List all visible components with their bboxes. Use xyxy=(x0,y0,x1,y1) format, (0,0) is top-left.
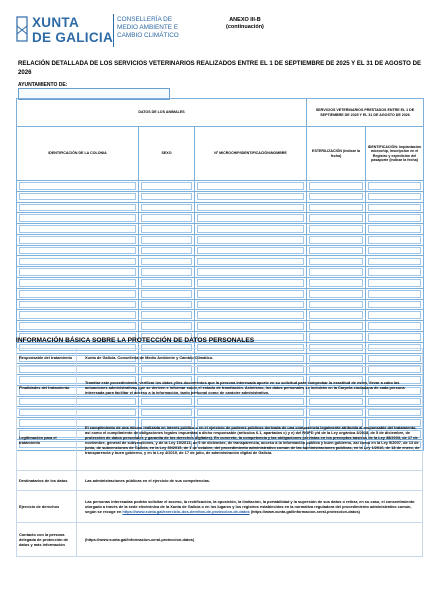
sterilization-date-input[interactable] xyxy=(309,301,363,309)
column-header-sterilization: ESTERILIZACIÓN (indicar la fecha) xyxy=(307,127,366,181)
dp-text: Xunta de Galicia. Consellería de Medio Ambiente y Cambio Climático. xyxy=(77,349,423,367)
table-row xyxy=(17,310,424,321)
table-cell xyxy=(139,191,195,202)
sterilization-date-input[interactable] xyxy=(309,214,363,222)
logo-separator xyxy=(113,14,114,47)
table-cell xyxy=(366,202,424,213)
colony-input[interactable] xyxy=(19,204,136,212)
dp-label: Legitimación para el tratamiento xyxy=(17,409,77,471)
table-cell xyxy=(17,245,139,256)
table-cell xyxy=(366,234,424,245)
sterilization-date-input[interactable] xyxy=(309,225,363,233)
identification-date-input[interactable] xyxy=(368,247,421,255)
logo-line-2: DE GALICIA xyxy=(32,30,114,45)
table-cell xyxy=(139,256,195,267)
table-cell xyxy=(17,256,139,267)
table-row xyxy=(17,321,424,332)
table-row xyxy=(17,299,424,310)
data-protection-title: INFORMACIÓN BÁSICA SOBRE LA PROTECCIÓN DE DATOS PERSONALES xyxy=(16,337,255,344)
dp-label: Contacto con la persona delegada de protección de datos y más información xyxy=(17,523,77,557)
table-row xyxy=(17,288,424,299)
chip-input[interactable] xyxy=(197,322,304,330)
table-cell xyxy=(139,224,195,235)
colony-input[interactable] xyxy=(19,301,136,309)
table-cell xyxy=(139,321,195,332)
table-cell xyxy=(195,202,307,213)
identification-date-input[interactable] xyxy=(368,322,421,330)
table-cell xyxy=(195,234,307,245)
sterilization-date-input[interactable] xyxy=(309,258,363,266)
chip-input[interactable] xyxy=(197,182,304,190)
column-header-colony: IDENTIFICACIÓN DE LA COLONIA xyxy=(17,127,139,181)
ayuntamiento-label: AYUNTAMIENTO DE: xyxy=(18,82,68,88)
sterilization-date-input[interactable] xyxy=(309,279,363,287)
table-row xyxy=(17,181,424,192)
chip-input[interactable] xyxy=(197,279,304,287)
table-cell xyxy=(195,267,307,278)
table-cell xyxy=(366,256,424,267)
identification-date-input[interactable] xyxy=(368,268,421,276)
annex-heading xyxy=(226,17,264,31)
sterilization-date-input[interactable] xyxy=(309,236,363,244)
chip-input[interactable] xyxy=(197,204,304,212)
colony-input[interactable] xyxy=(19,258,136,266)
table-row xyxy=(17,278,424,289)
table-row xyxy=(17,213,424,224)
table-cell xyxy=(195,181,307,192)
form-title: RELACIÓN DETALLADA DE LOS SERVICIOS VETERINARIOS REALIZADOS ENTRE EL 1 DE SEPTIEMBRE DE 2025 Y EL 31 DE AGOSTO DE 2026 xyxy=(18,60,422,76)
table-cell xyxy=(307,299,366,310)
table-cell xyxy=(139,234,195,245)
table-cell xyxy=(307,224,366,235)
dp-row xyxy=(17,471,423,491)
table-cell xyxy=(17,202,139,213)
identification-date-input[interactable] xyxy=(368,225,421,233)
column-header-identification: IDENTIFICACIÓN: Implantación microchip, inscripción en el Registro y expedición del pasaporte (indicar la fecha) xyxy=(366,127,424,181)
table-cell xyxy=(307,191,366,202)
table-cell xyxy=(307,245,366,256)
table-cell xyxy=(195,191,307,202)
identification-date-input[interactable] xyxy=(368,279,421,287)
table-row xyxy=(17,256,424,267)
table-cell xyxy=(17,213,139,224)
dp-row xyxy=(17,491,423,523)
table-cell xyxy=(307,181,366,192)
chip-input[interactable] xyxy=(197,247,304,255)
dp-label: Destinatarios de los datos xyxy=(17,471,77,491)
dept-line-1: CONSELLERÍA DE xyxy=(117,16,173,23)
dp-rights-text-after: (https://www.xunta.gal/informacion-xeral-proteccion-datos) xyxy=(249,509,360,514)
table-cell xyxy=(139,299,195,310)
identification-date-input[interactable] xyxy=(368,193,421,201)
table-cell xyxy=(17,299,139,310)
sex-input[interactable] xyxy=(141,301,192,309)
table-cell xyxy=(139,267,195,278)
identification-date-input[interactable] xyxy=(368,311,421,319)
table-row xyxy=(17,224,424,235)
table-cell xyxy=(195,321,307,332)
sex-input[interactable] xyxy=(141,322,192,330)
dp-label: Ejercicio de derechos xyxy=(17,491,77,523)
table-cell xyxy=(307,288,366,299)
identification-date-input[interactable] xyxy=(368,214,421,222)
table-cell xyxy=(307,321,366,332)
xunta-emblem-icon xyxy=(16,16,28,42)
table-cell xyxy=(366,310,424,321)
sex-input[interactable] xyxy=(141,225,192,233)
sex-input[interactable] xyxy=(141,258,192,266)
table-cell xyxy=(17,288,139,299)
table-cell xyxy=(366,278,424,289)
sterilization-date-input[interactable] xyxy=(309,193,363,201)
dp-text: Tramitar este procedimiento, verificar los datos y/los documentos que la persona interesada aporte en su solicitud para comprobar la exactitud de estos, llevar a cabo las actuaciones administrativas que se deriven e informar sobre el estado de tramitación. Asimismo, los datos personales se incluirán en la Carpeta ciudadana de cada persona interesada para facilitar el acceso a la información, tanto personal como de carácter administrativo. xyxy=(77,367,423,409)
table-cell xyxy=(366,213,424,224)
dept-line-3: CAMBIO CLIMÁTICO xyxy=(117,32,179,39)
table-cell xyxy=(195,288,307,299)
table-cell xyxy=(366,224,424,235)
table-cell xyxy=(366,299,424,310)
logo-department xyxy=(117,16,179,40)
dp-row xyxy=(17,409,423,471)
identification-date-input[interactable] xyxy=(368,290,421,298)
table-cell xyxy=(307,278,366,289)
logo-line-1: XUNTA xyxy=(32,15,79,30)
sterilization-date-input[interactable] xyxy=(309,247,363,255)
colony-input[interactable] xyxy=(19,268,136,276)
table-row xyxy=(17,234,424,245)
colony-input[interactable] xyxy=(19,322,136,330)
column-header-sex: SEXO xyxy=(139,127,195,181)
annex-subtitle: (continuación) xyxy=(226,24,264,30)
table-cell xyxy=(17,181,139,192)
chip-input[interactable] xyxy=(197,258,304,266)
sterilization-date-input[interactable] xyxy=(309,204,363,212)
colony-input[interactable] xyxy=(19,236,136,244)
colony-input[interactable] xyxy=(19,311,136,319)
dept-line-2: MEDIO AMBIENTE E xyxy=(117,24,179,31)
table-cell xyxy=(17,234,139,245)
rights-link[interactable]: https://www.xunta.gal/exercicio-dos-dereitos-de-proteccion-de-datos xyxy=(122,509,250,514)
sex-input[interactable] xyxy=(141,193,192,201)
chip-input[interactable] xyxy=(197,214,304,222)
chip-input[interactable] xyxy=(197,225,304,233)
identification-date-input[interactable] xyxy=(368,301,421,309)
sex-input[interactable] xyxy=(141,247,192,255)
sterilization-date-input[interactable] xyxy=(309,182,363,190)
table-cell xyxy=(17,278,139,289)
chip-input[interactable] xyxy=(197,236,304,244)
dp-row xyxy=(17,367,423,409)
chip-input[interactable] xyxy=(197,268,304,276)
colony-input[interactable] xyxy=(19,214,136,222)
colony-input[interactable] xyxy=(19,193,136,201)
table-cell xyxy=(366,288,424,299)
dp-label: Finalidades del tratamiento xyxy=(17,367,77,409)
group-header-animals: DATOS DE LOS ANIMALES xyxy=(17,99,307,127)
table-cell xyxy=(17,191,139,202)
dp-row xyxy=(17,349,423,367)
table-cell xyxy=(307,310,366,321)
data-protection-table xyxy=(16,348,423,557)
dp-text xyxy=(77,491,423,523)
table-cell xyxy=(195,310,307,321)
table-cell xyxy=(17,321,139,332)
identification-date-input[interactable] xyxy=(368,182,421,190)
dp-text: El cumplimiento de una misión realizada en interés público o en el ejercicio de poderes públicos derivada de una competencia legalmente atribuida al responsable del tratamiento, así como el cumplimiento de obligaciones legales impuestas a dicho responsable (artículos 6.1, apartados c) y e) del RGPD y/d de la Ley orgánica 3/2018, de 5 de diciembre, de protección de datos personales y garantía de los derechos digitales). En concreto, la competencia y las obligaciones previstas en los preceptos básicos de la Ley 38/2003, de 17 de noviembre, general de subvenciones, y de la Ley 19/2013, de 9 de diciembre, de transparencia, acceso a la información pública y buen gobierno, así como en la Ley 9/2007, de 13 de junio, de subvenciones de Galicia, en la Ley 39/2015, de 1 de octubre, del procedimiento administrativo común de las administraciones públicas, en la Ley 1/2016, de 18 de enero, de transparencia y buen gobierno, y en la Ley 4/2019, de 17 de julio, de administración digital de Galicia. xyxy=(77,409,423,471)
identification-date-input[interactable] xyxy=(368,204,421,212)
sex-input[interactable] xyxy=(141,290,192,298)
annex-title: ANEXO III-B xyxy=(229,17,261,23)
identification-date-input[interactable] xyxy=(368,258,421,266)
identification-date-input[interactable] xyxy=(368,236,421,244)
table-cell xyxy=(307,213,366,224)
table-cell xyxy=(195,278,307,289)
colony-input[interactable] xyxy=(19,279,136,287)
table-cell xyxy=(139,245,195,256)
table-cell xyxy=(139,213,195,224)
dp-rights-text: Las personas interesadas podrán solicitar el acceso, la rectificación, la oposición, la limitación, la portabilidad y la supresión de sus datos o retirar, en su caso, el consentimiento otorgado a través de la sede electrónica de la Xunta de Galicia o en los lugares y los registros establecidos en la normativa reguladora del procedimiento administrativo común, según se recoge en xyxy=(85,499,415,514)
sterilization-date-input[interactable] xyxy=(309,322,363,330)
table-row xyxy=(17,267,424,278)
dp-label: Responsable del tratamiento xyxy=(17,349,77,367)
table-cell xyxy=(366,245,424,256)
table-cell xyxy=(195,224,307,235)
dp-row xyxy=(17,523,423,557)
table-cell xyxy=(195,245,307,256)
table-row xyxy=(17,202,424,213)
table-cell xyxy=(366,321,424,332)
table-cell xyxy=(17,310,139,321)
sex-input[interactable] xyxy=(141,204,192,212)
table-cell xyxy=(195,299,307,310)
chip-input[interactable] xyxy=(197,301,304,309)
colony-input[interactable] xyxy=(19,290,136,298)
table-cell xyxy=(366,181,424,192)
table-cell xyxy=(366,191,424,202)
sex-input[interactable] xyxy=(141,236,192,244)
sterilization-date-input[interactable] xyxy=(309,290,363,298)
table-cell xyxy=(195,256,307,267)
table-row xyxy=(17,191,424,202)
colony-input[interactable] xyxy=(19,182,136,190)
table-cell xyxy=(139,202,195,213)
table-row xyxy=(17,245,424,256)
colony-input[interactable] xyxy=(19,247,136,255)
table-cell xyxy=(307,202,366,213)
table-cell xyxy=(307,267,366,278)
sex-input[interactable] xyxy=(141,311,192,319)
group-header-services: SERVICIOS VETERINARIOS PRESTADOS ENTRE EL 1 DE SEPTIEMBRE DE 2025 Y EL 31 DE AGOSTO DE 2026 xyxy=(307,99,424,127)
sex-input[interactable] xyxy=(141,182,192,190)
table-cell xyxy=(17,267,139,278)
table-cell xyxy=(139,288,195,299)
table-cell xyxy=(195,213,307,224)
sterilization-date-input[interactable] xyxy=(309,311,363,319)
dp-text: Las administraciones públicas en el ejercicio de sus competencias. xyxy=(77,471,423,491)
table-cell xyxy=(307,234,366,245)
table-cell xyxy=(17,224,139,235)
dp-text: (https://www.xunta.gal/informacion-xeral-proteccion-datos) xyxy=(77,523,423,557)
table-cell xyxy=(307,256,366,267)
chip-input[interactable] xyxy=(197,290,304,298)
column-header-chip: Nº MICROCHIP/IDENTIFICACIÓN/NOMBRE xyxy=(195,127,307,181)
sex-input[interactable] xyxy=(141,279,192,287)
sex-input[interactable] xyxy=(141,268,192,276)
colony-input[interactable] xyxy=(19,225,136,233)
chip-input[interactable] xyxy=(197,193,304,201)
chip-input[interactable] xyxy=(197,311,304,319)
xunta-logo xyxy=(16,14,186,48)
sex-input[interactable] xyxy=(141,214,192,222)
table-cell xyxy=(139,310,195,321)
sterilization-date-input[interactable] xyxy=(309,268,363,276)
table-cell xyxy=(366,267,424,278)
table-cell xyxy=(139,181,195,192)
table-cell xyxy=(139,278,195,289)
